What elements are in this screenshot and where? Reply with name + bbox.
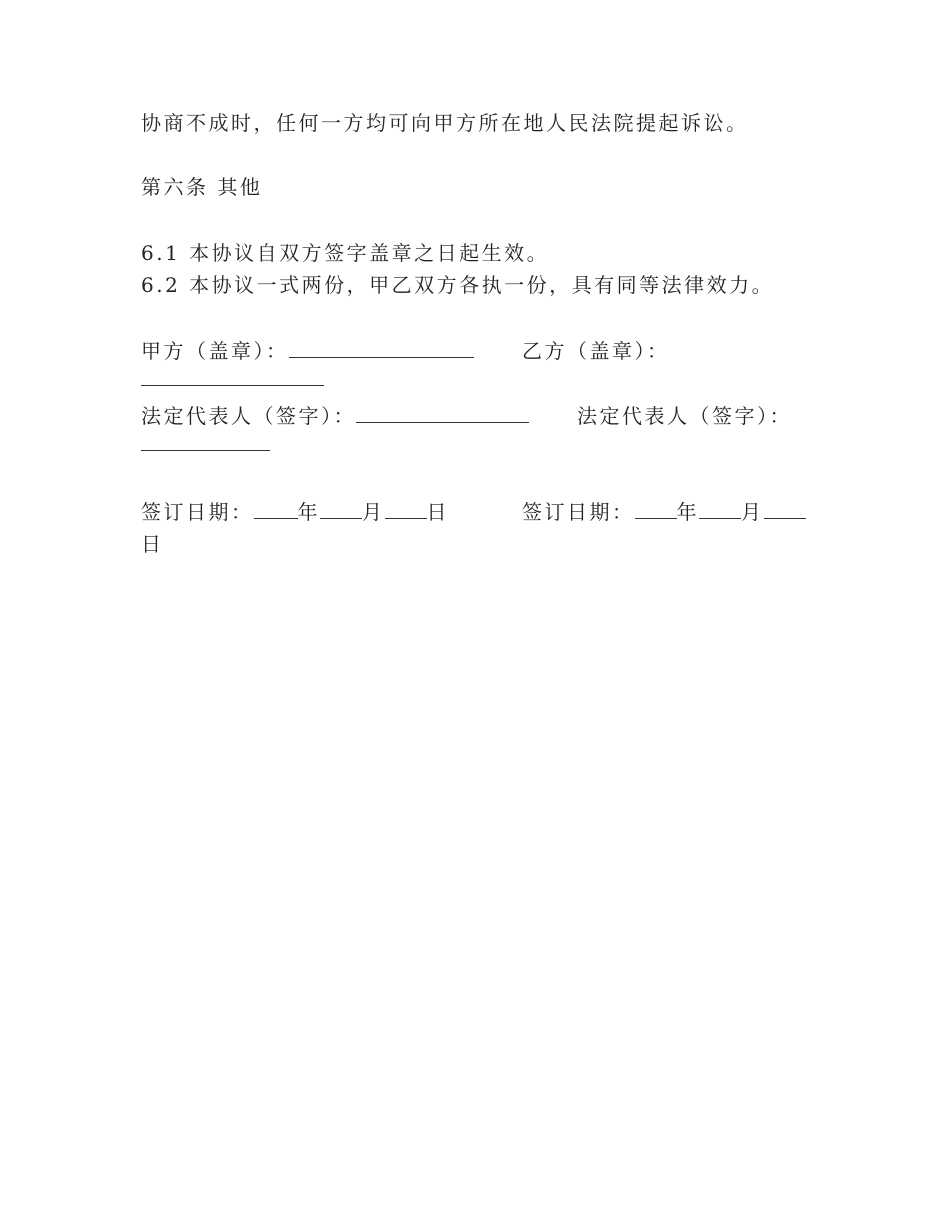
party-a-seal-row bbox=[141, 338, 474, 364]
party-a-month-blank bbox=[320, 500, 362, 519]
party-b-rep-blank bbox=[141, 432, 270, 451]
clause-6-1: 6.1 本协议自双方签字盖章之日起生效。 bbox=[141, 241, 550, 265]
party-b-rep-row bbox=[577, 403, 792, 429]
party-a-day-blank bbox=[385, 500, 427, 519]
party-a-date-row bbox=[141, 499, 449, 525]
party-b-year-char: 年 bbox=[676, 500, 699, 524]
party-b-seal-blank-row bbox=[141, 366, 324, 392]
party-a-month-char: 月 bbox=[362, 500, 385, 524]
party-a-rep-blank bbox=[356, 404, 529, 423]
party-a-year-char: 年 bbox=[297, 500, 320, 524]
party-b-date-row bbox=[522, 499, 806, 525]
party-b-seal-blank bbox=[141, 367, 324, 386]
party-b-seal-row bbox=[522, 338, 670, 364]
article-6-heading: 第六条 其他 bbox=[141, 175, 263, 199]
party-b-rep-label: 法定代表人（签字）： bbox=[577, 404, 792, 428]
party-a-rep-label: 法定代表人（签字）： bbox=[141, 404, 356, 428]
party-a-rep-row bbox=[141, 403, 529, 429]
party-b-year-blank bbox=[635, 500, 677, 519]
party-b-day-blank bbox=[764, 500, 806, 519]
party-b-seal-label: 乙方（盖章）： bbox=[522, 339, 670, 363]
party-b-rep-blank-row bbox=[141, 431, 270, 457]
party-a-day-char: 日 bbox=[426, 500, 449, 524]
party-a-seal-label: 甲方（盖章）： bbox=[141, 339, 289, 363]
party-b-month-char: 月 bbox=[741, 500, 764, 524]
party-a-year-blank bbox=[254, 500, 298, 519]
party-b-date-label: 签订日期： bbox=[522, 500, 635, 524]
party-a-seal-blank bbox=[289, 339, 474, 358]
party-a-date-label: 签订日期： bbox=[141, 500, 254, 524]
clause-6-2: 6.2 本协议一式两份，甲乙双方各执一份，具有同等法律效力。 bbox=[141, 273, 775, 297]
dispute-resolution-text: 协商不成时，任何一方均可向甲方所在地人民法院提起诉讼。 bbox=[141, 111, 749, 135]
party-b-month-blank bbox=[699, 500, 741, 519]
party-b-day-row bbox=[141, 531, 164, 557]
party-b-day-char: 日 bbox=[141, 532, 164, 556]
